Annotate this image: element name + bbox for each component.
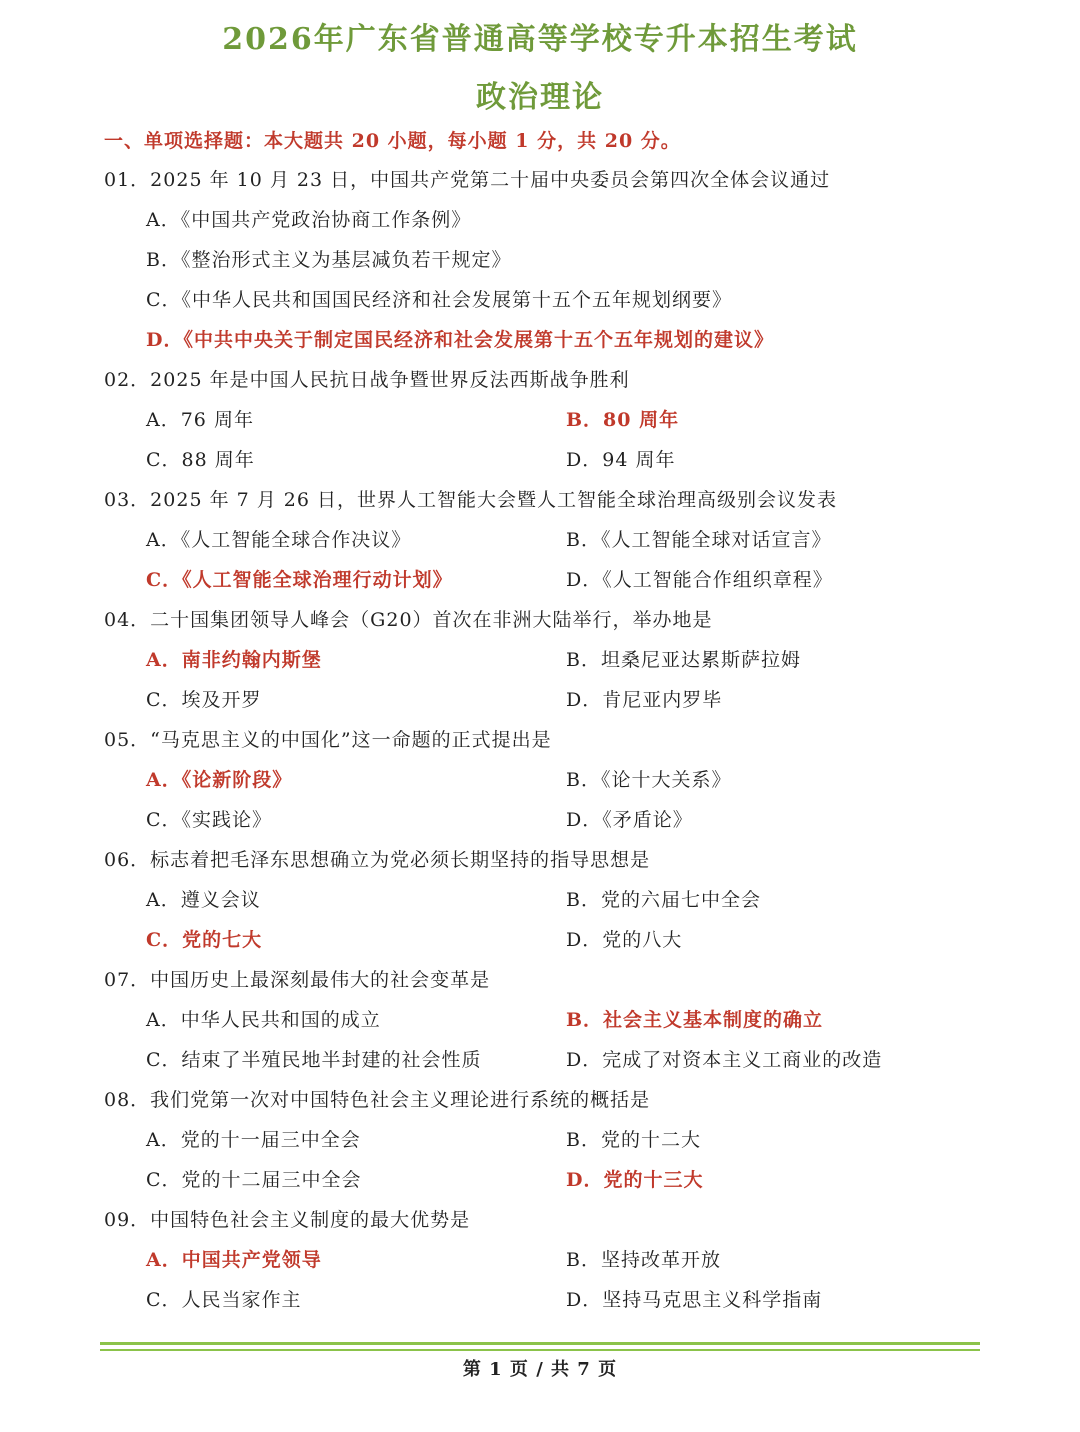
- answer-option: A．《中国共产党政治协商工作条例》: [146, 209, 472, 231]
- answer-option: B．《人工智能全球对话宣言》: [566, 529, 832, 551]
- answer-option: D．党的八大: [566, 929, 683, 951]
- answer-option: D．《人工智能合作组织章程》: [566, 569, 833, 591]
- correct-answer-option: C．《人工智能全球治理行动计划》: [146, 569, 453, 591]
- answer-option: A．遵义会议: [146, 889, 261, 911]
- answer-option: D．肯尼亚内罗毕: [566, 689, 723, 711]
- exam-title: 2026年广东省普通高等学校专升本招生考试: [222, 22, 858, 57]
- answer-option: B．坚持改革开放: [566, 1249, 721, 1271]
- question-stem: 01．2025 年 10 月 23 日，中国共产党第二十届中央委员会第四次全体会议通过: [104, 169, 831, 191]
- answer-option: B．坦桑尼亚达累斯萨拉姆: [566, 649, 801, 671]
- question-stem: 09．中国特色社会主义制度的最大优势是: [104, 1209, 471, 1231]
- page-number: 第 1 页 / 共 7 页: [462, 1359, 618, 1380]
- correct-answer-option: A．《论新阶段》: [146, 769, 293, 791]
- answer-option: A．中华人民共和国的成立: [146, 1009, 381, 1031]
- question-stem: 07．中国历史上最深刻最伟大的社会变革是: [104, 969, 491, 991]
- question-stem: 06．标志着把毛泽东思想确立为党必须长期坚持的指导思想是: [104, 849, 651, 871]
- answer-option: A．《人工智能全球合作决议》: [146, 529, 412, 551]
- answer-option: C．《实践论》: [146, 809, 273, 831]
- section-heading: 一、单项选择题：本大题共 20 小题，每小题 1 分，共 20 分。: [104, 130, 681, 152]
- answer-option: C．党的十二届三中全会: [146, 1169, 362, 1191]
- subject-title: 政治理论: [476, 80, 604, 115]
- correct-answer-option: C．党的七大: [146, 929, 263, 951]
- answer-option: A．76 周年: [146, 409, 254, 431]
- footer-divider-thick: [100, 1342, 980, 1345]
- answer-option: C．人民当家作主: [146, 1289, 302, 1311]
- answer-option: B．《整治形式主义为基层减负若干规定》: [146, 249, 512, 271]
- answer-option: C．埃及开罗: [146, 689, 262, 711]
- correct-answer-option: A．中国共产党领导: [146, 1249, 322, 1271]
- correct-answer-option: B．80 周年: [566, 409, 680, 431]
- question-stem: 05．“马克思主义的中国化”这一命题的正式提出是: [104, 729, 552, 751]
- answer-option: D．坚持马克思主义科学指南: [566, 1289, 823, 1311]
- question-stem: 02．2025 年是中国人民抗日战争暨世界反法西斯战争胜利: [104, 369, 630, 391]
- question-stem: 08．我们党第一次对中国特色社会主义理论进行系统的概括是: [104, 1089, 651, 1111]
- answer-option: D．《矛盾论》: [566, 809, 693, 831]
- correct-answer-option: D．《中共中央关于制定国民经济和社会发展第十五个五年规划的建议》: [146, 329, 774, 351]
- answer-option: C．《中华人民共和国国民经济和社会发展第十五个五年规划纲要》: [146, 289, 733, 311]
- correct-answer-option: D．党的十三大: [566, 1169, 704, 1191]
- answer-option: B．党的六届七中全会: [566, 889, 761, 911]
- answer-option: D．完成了对资本主义工商业的改造: [566, 1049, 883, 1071]
- answer-option: C．结束了半殖民地半封建的社会性质: [146, 1049, 482, 1071]
- answer-option: C．88 周年: [146, 449, 255, 471]
- question-stem: 04．二十国集团领导人峰会（G20）首次在非洲大陆举行，举办地是: [104, 609, 713, 631]
- answer-option: A．党的十一届三中全会: [146, 1129, 361, 1151]
- answer-option: B．《论十大关系》: [566, 769, 732, 791]
- correct-answer-option: B．社会主义基本制度的确立: [566, 1009, 824, 1031]
- footer-divider-thin: [100, 1349, 980, 1351]
- answer-option: B．党的十二大: [566, 1129, 701, 1151]
- correct-answer-option: A．南非约翰内斯堡: [146, 649, 322, 671]
- answer-option: D．94 周年: [566, 449, 676, 471]
- question-stem: 03．2025 年 7 月 26 日，世界人工智能大会暨人工智能全球治理高级别会议发表: [104, 489, 837, 511]
